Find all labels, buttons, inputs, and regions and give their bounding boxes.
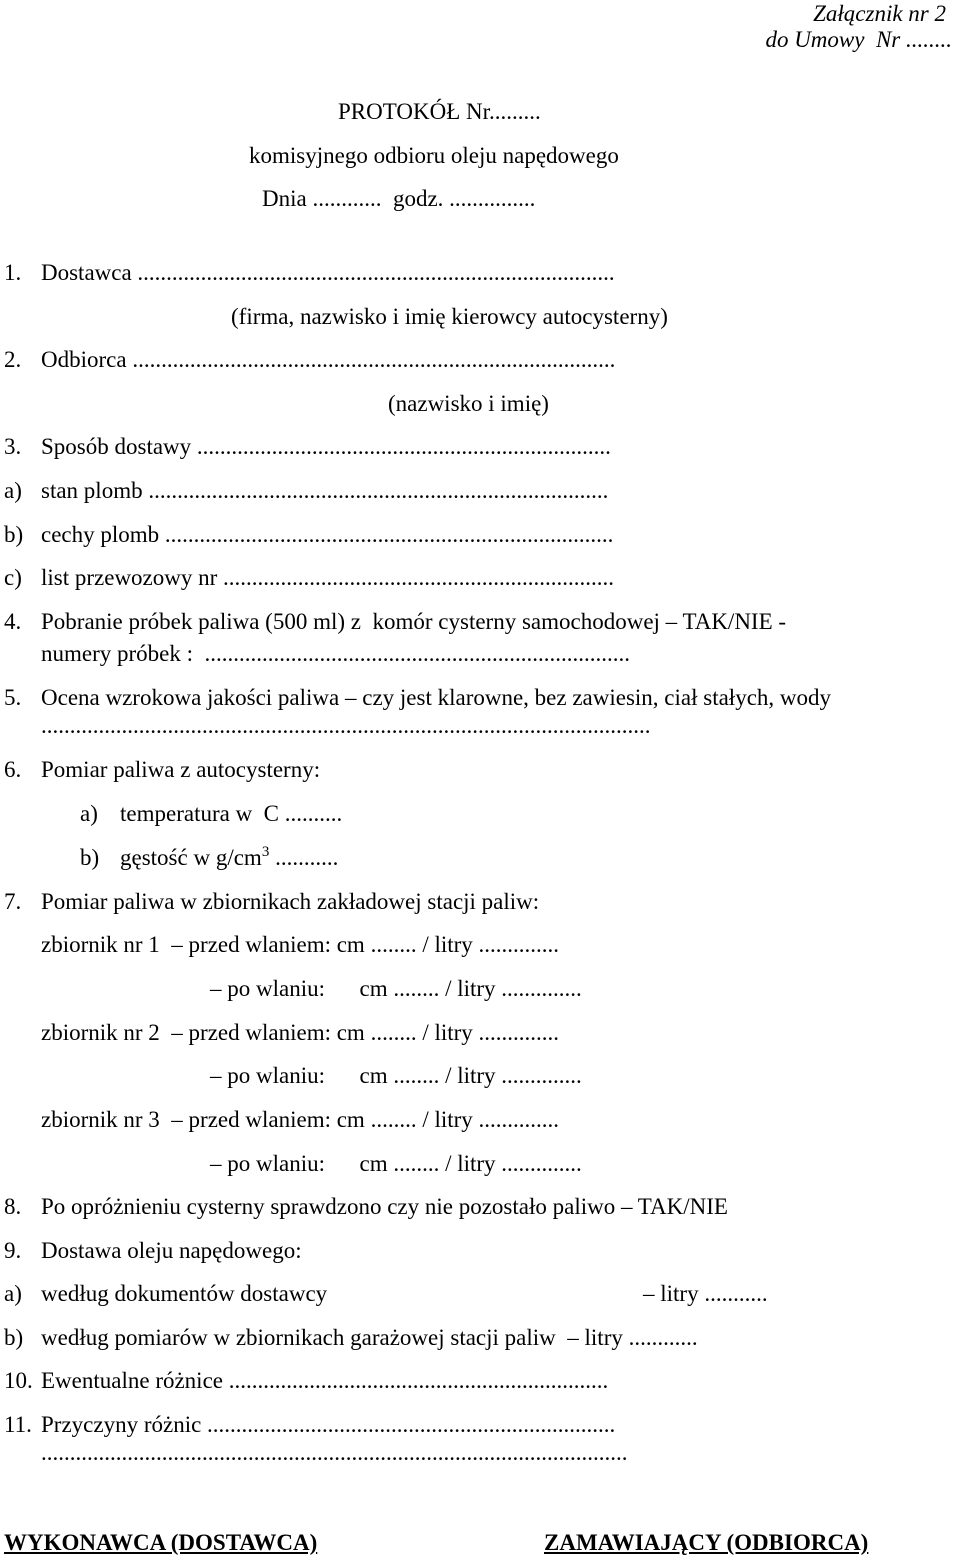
item-6b-letter: b) [80, 845, 100, 870]
item-7-number: 7. [4, 889, 22, 914]
item-9-delivery: Dostawa oleju napędowego: [41, 1238, 302, 1263]
item-11-number: 11. [4, 1412, 32, 1437]
contractor-signature-label: WYKONAWCA (DOSTAWCA) [4, 1530, 318, 1555]
item-1-number: 1. [4, 260, 22, 285]
orderer-signature-label: ZAMAWIAJĄCY (ODBIORCA) [544, 1530, 869, 1555]
item-10-number: 10. [4, 1368, 33, 1393]
item-5-dotted-line: .......................................................................................................... [41, 713, 651, 738]
item-9b-letter: b) [4, 1325, 24, 1350]
tank-1-after: – po wlaniu: cm ........ / litry .............. [210, 976, 582, 1001]
item-9-number: 9. [4, 1238, 22, 1263]
item-2-number: 2. [4, 347, 22, 372]
item-9a-letter: a) [4, 1281, 22, 1306]
item-5-number: 5. [4, 685, 22, 710]
item-9a-litres: – litry ........... [643, 1281, 768, 1306]
item-8-residual-check: Po opróżnieniu cysterny sprawdzono czy nie pozostało paliwo – TAK/NIE [41, 1194, 728, 1219]
item-3a-seal-state: stan plomb ................................................................................ [41, 478, 609, 503]
item-11-reasons: Przyczyny różnic ....................................................................... [41, 1412, 616, 1437]
item-2-recipient: Odbiorca .................................................................................... [41, 347, 616, 372]
protocol-date: Dnia ............ godz. ............... [262, 186, 536, 211]
protocol-title: PROTOKÓŁ Nr......... [338, 99, 541, 124]
item-10-differences: Ewentualne różnice .................................................................. [41, 1368, 609, 1393]
protocol-subject: komisyjnego odbioru oleju napędowego [249, 143, 619, 168]
item-1-note: (firma, nazwisko i imię kierowcy autocysterny) [231, 304, 668, 329]
tank-2-before: zbiornik nr 2 – przed wlaniem: cm ........ / litry .............. [41, 1020, 560, 1045]
tank-3-before: zbiornik nr 3 – przed wlaniem: cm ........ / litry .............. [41, 1107, 560, 1132]
item-3b-letter: b) [4, 522, 24, 547]
item-4-sample-numbers: numery próbek : .......................................................................... [41, 641, 631, 666]
item-6a-letter: a) [80, 801, 98, 826]
item-6b-density: gęstość w $g/cm^3$ ........... [120, 844, 339, 870]
item-6a-temperature: temperatura w C .......... [120, 801, 343, 826]
item-9a-supplier-documents: według dokumentów dostawcy [41, 1281, 328, 1306]
item-3-number: 3. [4, 434, 22, 459]
tank-3-after: – po wlaniu: cm ........ / litry .............. [210, 1151, 582, 1176]
item-3a-letter: a) [4, 478, 22, 503]
item-3-delivery-method: Sposób dostawy ........................................................................ [41, 434, 611, 459]
item-9b-station-measurements: według pomiarów w zbiornikach garażowej stacji paliw – litry ............ [41, 1325, 698, 1350]
tank-1-before: zbiornik nr 1 – przed wlaniem: cm ........ / litry .............. [41, 932, 560, 957]
contract-number: do Umowy Nr ........ [765, 27, 952, 52]
item-3b-seal-marks: cechy plomb .............................................................................. [41, 522, 614, 547]
item-6-tanker-measurement: Pomiar paliwa z autocysterny: [41, 757, 321, 782]
item-2-note: (nazwisko i imię) [388, 391, 549, 416]
item-11-dotted-line: ...................................................................................................... [41, 1440, 628, 1465]
item-4-number: 4. [4, 609, 22, 634]
item-3c-waybill: list przewozowy nr .................................................................... [41, 565, 615, 590]
item-7-tank-measurement: Pomiar paliwa w zbiornikach zakładowej stacji paliw: [41, 889, 540, 914]
item-1-supplier: Dostawca ................................................................................... [41, 260, 615, 285]
item-8-number: 8. [4, 1194, 22, 1219]
item-6-number: 6. [4, 757, 22, 782]
annex-label: Załącznik nr 2 [813, 1, 946, 26]
item-3c-letter: c) [4, 565, 22, 590]
item-5-visual-assessment: Ocena wzrokowa jakości paliwa – czy jest klarowne, bez zawiesin, ciał stałych, wody [41, 685, 832, 710]
tank-2-after: – po wlaniu: cm ........ / litry .............. [210, 1063, 582, 1088]
item-4-sampling: Pobranie próbek paliwa (500 ml) z komór cysterny samochodowej – TAK/NIE - [41, 609, 787, 634]
